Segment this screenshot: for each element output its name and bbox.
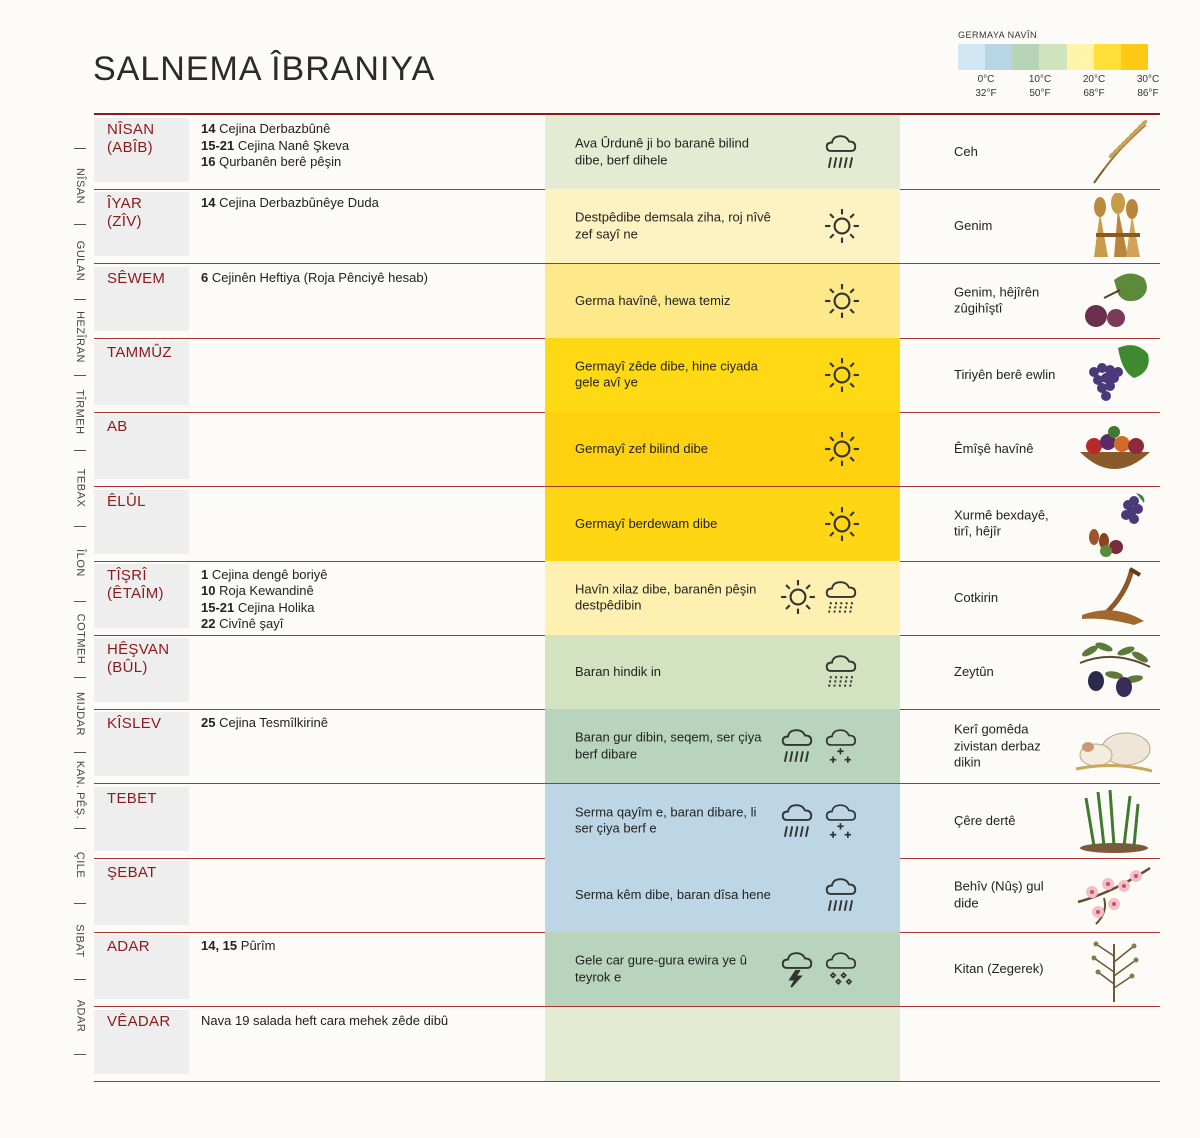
hebrew-month-name	[107, 864, 157, 882]
sidebar-month-label: ÎLON	[74, 549, 86, 578]
rain-icon	[778, 727, 816, 765]
grapes-icon	[1074, 342, 1156, 408]
legend-tick-fahrenheit: 86°F	[1137, 88, 1159, 99]
month-row	[94, 189, 1160, 264]
rain-icon	[778, 802, 816, 840]
hail-icon	[822, 950, 860, 988]
weather-icons	[824, 506, 860, 542]
page-title: SALNEMA ÎBRANIYA	[93, 50, 436, 88]
rain-icon	[822, 876, 860, 914]
month-name-line: (ZÎV)	[107, 213, 142, 231]
weather-cell	[545, 338, 900, 412]
sidebar-month	[68, 452, 92, 524]
sidebar-divider	[74, 224, 86, 225]
month-row	[94, 635, 1160, 710]
month-row	[94, 858, 1160, 933]
sheep-icon	[1074, 713, 1156, 779]
month-name-line: TEBET	[107, 789, 157, 807]
festival-name: Cejina Holika	[234, 599, 315, 615]
hebrew-month-name	[107, 493, 146, 511]
crop-text: Xurmê bexdayê, tirî, hêjîr	[954, 507, 1049, 539]
weather-text: Germa havînê, hewa temiz	[575, 292, 731, 308]
sun-icon	[824, 506, 860, 542]
crop-text: Kitan (Zegerek)	[954, 961, 1044, 977]
festival-date: 14	[201, 195, 216, 211]
legend-tick-fahrenheit: 32°F	[975, 88, 997, 99]
month-row	[94, 115, 1160, 190]
crop-text: Tiriyên berê ewlin	[954, 366, 1056, 382]
festival-name: Qurbanên berê pêşin	[215, 154, 342, 169]
month-row	[94, 338, 1160, 413]
month-name-line: ÎYAR	[107, 195, 143, 213]
weather-icons	[824, 208, 860, 244]
sidebar-month	[68, 679, 92, 751]
barley-icon	[1074, 119, 1156, 185]
weather-icons	[778, 950, 860, 988]
sun-icon	[780, 579, 816, 617]
hebrew-month-name	[107, 790, 157, 808]
weather-icons	[824, 357, 860, 393]
sidebar-month	[68, 905, 92, 977]
festival-date: 25	[201, 715, 216, 731]
legend-swatch	[1012, 44, 1039, 70]
weather-cell	[545, 264, 900, 338]
crop-text: Behîv (Nûş) gul dide	[954, 878, 1044, 910]
hebrew-month-name	[107, 938, 150, 956]
month-name-line: ADAR	[107, 938, 150, 956]
month-name-line: (ABÎB)	[107, 139, 153, 156]
weather-cell	[545, 115, 900, 189]
weather-icons	[822, 133, 860, 171]
hebrew-month-name	[107, 418, 128, 436]
festival-item	[201, 154, 531, 171]
weather-icons	[824, 283, 860, 319]
sidebar-month-label: GULAN	[74, 241, 86, 282]
festivals-list	[201, 567, 531, 633]
sidebar-month	[68, 150, 92, 222]
festival-date: 15-21	[201, 599, 235, 615]
legend-tick-celsius: 10°C	[1028, 74, 1052, 85]
crop-text: Genim, hêjîrên zûgihîştî	[954, 284, 1040, 316]
sprouts-icon	[1074, 788, 1156, 854]
weather-icons	[822, 653, 860, 691]
month-name-line: HÊŞVAN	[107, 641, 170, 659]
weather-cell	[545, 858, 900, 932]
festival-date: 16	[201, 154, 216, 169]
sidebar-month	[68, 830, 92, 902]
festival-name: Cejina Derbazbûnêye Duda	[215, 195, 379, 211]
month-row	[94, 932, 1160, 1007]
festival-name: Nava 19 salada heft cara mehek zêde dibû	[201, 1012, 449, 1028]
legend-tick-celsius: 0°C	[977, 74, 995, 85]
festival-item	[201, 616, 531, 633]
festival-date: 6	[201, 269, 209, 285]
fruit-basket-icon	[1074, 416, 1156, 482]
festival-date: 1	[201, 566, 209, 582]
thunderstorm-icon	[778, 950, 816, 988]
festival-name: Civînê şayî	[215, 616, 284, 632]
hebrew-month-name	[107, 270, 165, 288]
weather-icons	[822, 876, 860, 914]
weather-cell	[545, 635, 900, 709]
weather-cell	[545, 561, 900, 635]
flax-icon	[1074, 936, 1156, 1002]
month-name-line: TAMMÛZ	[107, 343, 172, 361]
crop-text: Ceh	[954, 143, 978, 159]
month-name-line: AB	[107, 418, 128, 436]
sidebar-month-label: TEBAX	[74, 468, 87, 508]
sidebar-month-label: ÇILE	[74, 852, 86, 879]
olive-icon	[1074, 639, 1156, 705]
fig-icon	[1074, 268, 1156, 334]
hebrew-month-name	[107, 344, 172, 362]
drizzle-icon	[822, 653, 860, 691]
sidebar-month	[68, 377, 92, 449]
legend-tick-celsius: 30°C	[1136, 74, 1160, 85]
sidebar-divider	[74, 828, 86, 829]
festivals-list	[201, 195, 531, 212]
legend-color-bar	[958, 44, 1148, 70]
festival-name: Roja Kewandinê	[215, 583, 314, 599]
sidebar-month	[68, 754, 92, 826]
weather-text: Germayî zêde dibe, hine ciyada gele avî ye	[575, 358, 758, 390]
legend-tick	[1074, 73, 1114, 101]
month-name-line: (ÊTAÎM)	[107, 584, 164, 602]
sun-icon	[824, 357, 860, 393]
crop-text: Zeytûn	[954, 663, 994, 679]
festival-item	[201, 195, 531, 212]
legend-swatch	[958, 44, 985, 70]
legend-swatch	[1094, 44, 1121, 70]
sidebar-divider	[74, 450, 86, 451]
month-row	[94, 1007, 1160, 1082]
month-row	[94, 784, 1160, 859]
sidebar-month-label: NÎSAN	[74, 167, 86, 204]
month-row	[94, 487, 1160, 562]
festivals-list	[201, 1013, 531, 1030]
sidebar-month	[68, 301, 92, 373]
hebrew-month-name	[107, 567, 164, 603]
weather-cell	[545, 412, 900, 486]
festival-item	[201, 567, 531, 584]
month-name-line: VÊADAR	[107, 1012, 171, 1030]
month-name-line: (BÛL)	[107, 659, 148, 677]
weather-icons	[824, 431, 860, 467]
weather-text: Ava Ûrdunê ji bo baranê bilind dibe, berf dihele	[575, 135, 749, 167]
hebrew-month-name	[107, 195, 142, 231]
weather-text: Serma qayîm e, baran dibare, li ser çiya berf e	[575, 804, 757, 836]
sidebar-divider	[74, 299, 86, 300]
festival-date: 14, 15	[201, 938, 238, 954]
weather-icons	[778, 802, 860, 840]
festival-name: Cejina Derbazbûnê	[215, 121, 331, 136]
legend-swatch	[1039, 44, 1066, 70]
festival-item	[201, 938, 531, 955]
festival-item	[201, 1013, 531, 1030]
month-name-line: ŞEBAT	[107, 864, 157, 881]
sidebar-month-label: ADAR	[74, 999, 86, 1033]
month-name-line: TÎŞRÎ	[107, 566, 147, 584]
weather-text: Germayî berdewam dibe	[575, 515, 718, 531]
weather-cell	[545, 932, 900, 1006]
festival-item	[201, 583, 531, 600]
sidebar-divider	[74, 526, 86, 527]
legend-tick-celsius: 20°C	[1082, 74, 1106, 85]
festivals-list	[201, 121, 531, 171]
sidebar-month	[68, 226, 92, 298]
hebrew-month-name	[107, 715, 161, 733]
hebrew-month-name	[107, 641, 169, 677]
festival-date: 22	[201, 616, 216, 632]
snow-icon	[822, 727, 860, 765]
legend-tick	[1020, 73, 1060, 101]
sidebar-divider	[74, 752, 86, 753]
hebrew-month-name	[107, 121, 154, 157]
weather-text: Destpêdibe demsala ziha, roj nîvê zef sayî ne	[575, 209, 771, 242]
rain-icon	[822, 133, 860, 171]
month-name-line: NÎSAN	[107, 121, 155, 138]
festival-item	[201, 715, 531, 732]
sidebar-month-label: HEZÎRAN	[74, 310, 86, 363]
festival-name: Cejina Tesmîlkirinê	[215, 715, 328, 731]
crop-text: Kerî gomêda zivistan derbaz dikin	[954, 721, 1041, 770]
weather-icons	[780, 579, 860, 617]
sidebar-divider	[74, 979, 86, 980]
festival-date: 14	[201, 121, 216, 136]
weather-cell	[545, 487, 900, 561]
legend-tick-fahrenheit: 68°F	[1083, 88, 1105, 99]
wheat-sheaf-icon	[1074, 193, 1156, 259]
sidebar-month-label: KAN. PÊŞ.	[74, 760, 87, 819]
sidebar-divider	[74, 677, 86, 678]
month-row	[94, 412, 1160, 487]
legend-tick	[966, 73, 1006, 101]
sidebar-month-label: SIBAT	[74, 924, 87, 958]
weather-text: Baran hindik in	[575, 663, 661, 679]
festival-name: Cejinên Heftiya (Roja Pênciyê hesab)	[208, 269, 428, 285]
snow-icon	[822, 802, 860, 840]
legend-swatch	[985, 44, 1012, 70]
festival-item	[201, 138, 531, 155]
festival-name: Pûrîm	[237, 938, 276, 954]
festival-date: 10	[201, 583, 216, 599]
festival-name: Cejina Nanê Şkeva	[234, 137, 350, 153]
festival-name: Cejina dengê boriyê	[208, 566, 328, 582]
weather-text: Germayî zef bilind dibe	[575, 440, 708, 456]
weather-text: Serma kêm dibe, baran dîsa hene	[575, 886, 771, 902]
legend-tick-fahrenheit: 50°F	[1029, 88, 1051, 99]
legend-swatch	[1121, 44, 1148, 70]
sidebar-month	[68, 981, 92, 1053]
legend-tick	[1128, 73, 1168, 101]
festival-item	[201, 600, 531, 617]
sun-icon	[824, 431, 860, 467]
festivals-list	[201, 938, 531, 955]
sidebar-month	[68, 528, 92, 600]
legend-swatch	[1067, 44, 1094, 70]
festival-date: 15-21	[201, 137, 235, 153]
weather-cell	[545, 189, 900, 263]
month-row	[94, 709, 1160, 784]
month-name-line: KÎSLEV	[107, 715, 162, 733]
weather-icons	[778, 727, 860, 765]
sidebar-month	[68, 603, 92, 675]
crop-text: Êmîşê havînê	[954, 440, 1034, 456]
legend-title: GERMAYA NAVÎN	[958, 30, 1038, 40]
plow-icon	[1074, 565, 1156, 631]
sidebar-divider	[74, 148, 86, 149]
sidebar-divider	[74, 1054, 86, 1055]
sidebar-month-label: MIJDAR	[74, 692, 87, 737]
drizzle-icon	[822, 579, 860, 617]
month-name-line: ÊLÛL	[107, 492, 146, 510]
weather-text: Havîn xilaz dibe, baranên pêşin destpêdibin	[575, 581, 757, 613]
weather-text: Baran gur dibin, seqem, ser çiya berf dibare	[575, 729, 762, 762]
weather-cell	[545, 1007, 900, 1081]
dates-grapes-icon	[1074, 491, 1156, 557]
weather-cell	[545, 709, 900, 783]
sidebar-divider	[74, 375, 86, 376]
weather-text: Gele car gure-gura ewira ye û teyrok e	[575, 952, 747, 985]
temperature-legend	[958, 30, 1163, 103]
weather-cell	[545, 784, 900, 858]
festivals-list	[201, 715, 531, 732]
sidebar-month-label: COTMEH	[74, 613, 87, 665]
sun-icon	[824, 283, 860, 319]
festivals-list	[201, 270, 531, 287]
month-name-line: SÊWEM	[107, 269, 166, 287]
festival-item	[201, 121, 531, 138]
gregorian-months-sidebar	[68, 148, 92, 1054]
sun-icon	[824, 208, 860, 244]
hebrew-month-name	[107, 1013, 171, 1031]
sidebar-divider	[74, 601, 86, 602]
sidebar-month-label: TÎRMEH	[74, 389, 87, 435]
crop-text: Genim	[954, 218, 993, 234]
crop-text: Çêre dertê	[954, 812, 1016, 828]
festival-item	[201, 270, 531, 287]
sidebar-divider	[74, 903, 86, 904]
month-row	[94, 264, 1160, 339]
almond-blossom-icon	[1074, 862, 1156, 928]
legend-ticks	[958, 73, 1163, 103]
month-row	[94, 561, 1160, 636]
crop-text: Cotkirin	[954, 589, 999, 605]
